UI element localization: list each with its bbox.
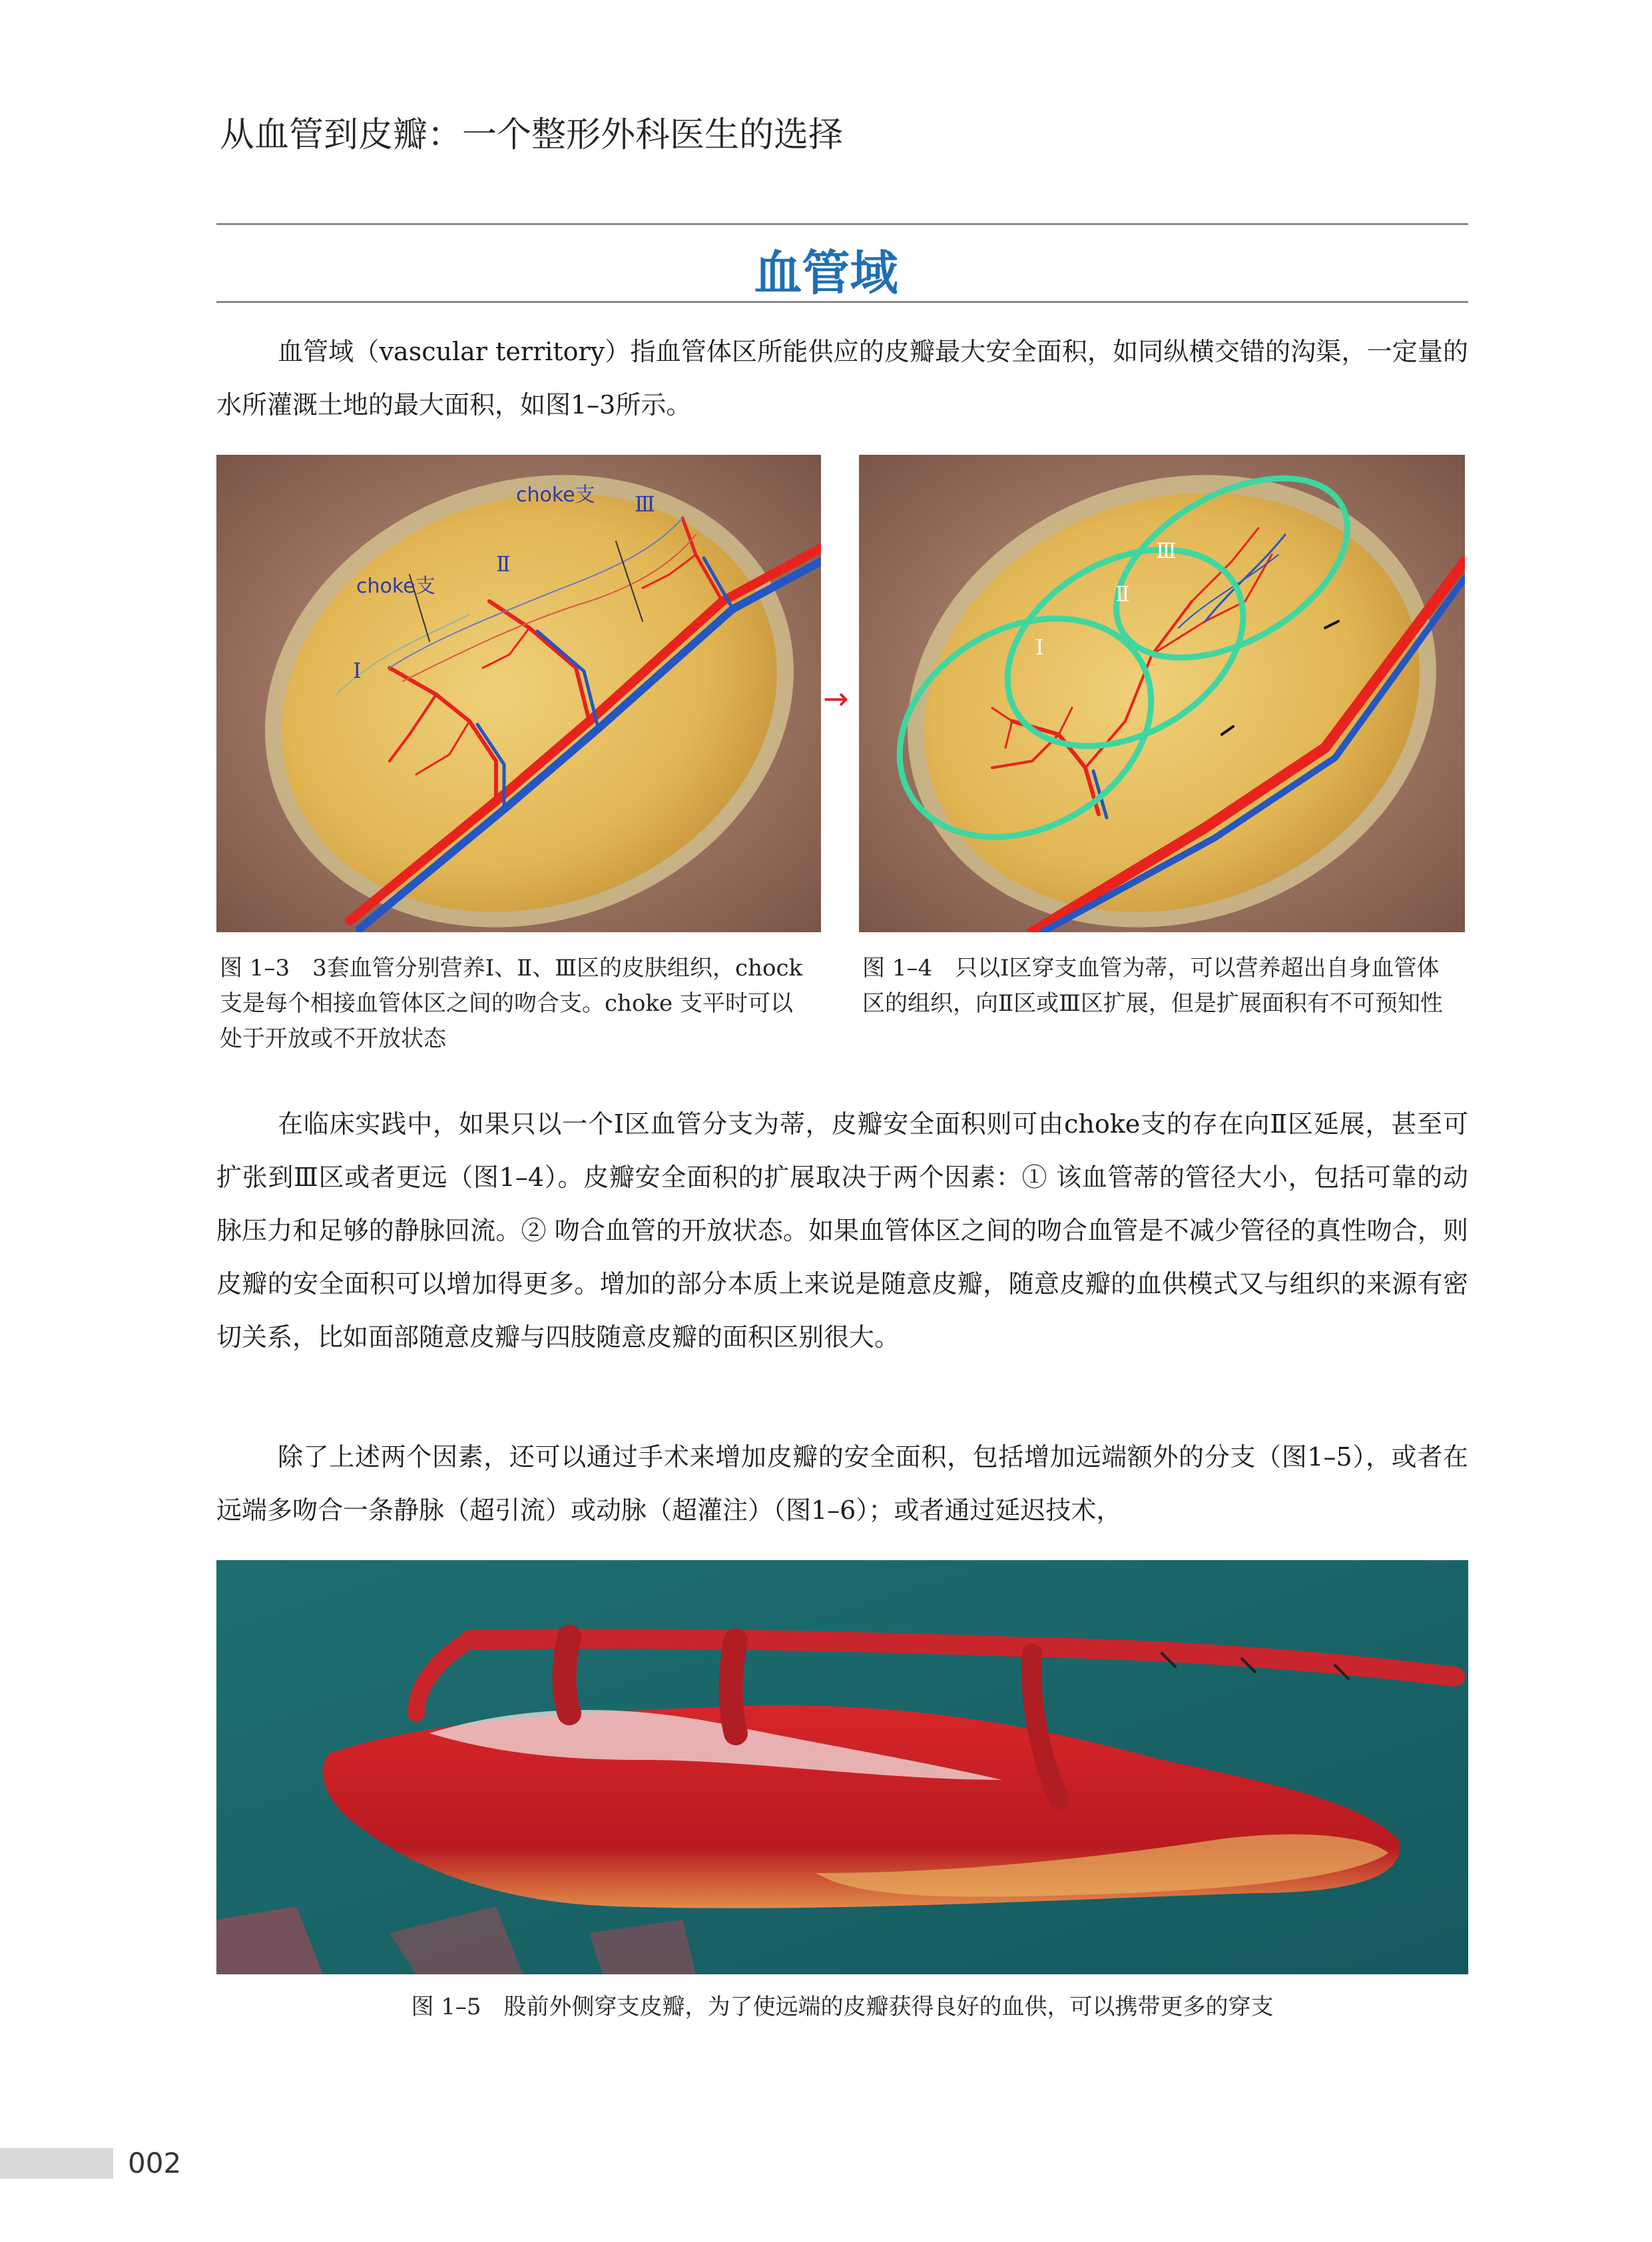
page-number-bar — [0, 2148, 113, 2179]
label-zone-3: Ⅲ — [635, 491, 655, 517]
running-head: 从血管到皮瓣：一个整形外科医生的选择 — [220, 115, 844, 155]
caption-text: 只以Ⅰ区穿支血管为蒂，可以营养超出自身血管体区的组织，向Ⅱ区或Ⅲ区扩展，但是扩展面积有不可预知性 — [862, 955, 1443, 1017]
caption-fig-1-4 — [862, 951, 1462, 1021]
header-rule-top — [216, 223, 1468, 225]
label-zone-2: Ⅱ — [1115, 581, 1130, 607]
figure-arrow: → — [823, 681, 849, 716]
label-zone-1: Ⅰ — [1035, 635, 1044, 660]
caption-number: 图 1–5 — [411, 1994, 481, 2020]
label-zone-1: Ⅰ — [353, 658, 362, 683]
caption-text: 3套血管分别营养Ⅰ、Ⅱ、Ⅲ区的皮肤组织，chock 支是每个相接血管体区之间的吻合支。choke 支平时可以处于开放或不开放状态 — [220, 955, 803, 1052]
figure-1-5 — [216, 1560, 1468, 1974]
figure-1-3 — [216, 455, 821, 932]
caption-number: 图 1–3 — [220, 955, 290, 981]
label-choke-top: choke支 — [516, 483, 595, 507]
label-zone-3: Ⅲ — [1156, 538, 1177, 563]
section-title: 血管域 — [754, 245, 898, 301]
page-number: 002 — [128, 2147, 182, 2179]
label-choke-left: choke支 — [356, 575, 435, 598]
paragraph-surgery: 除了上述两个因素，还可以通过手术来增加皮瓣的安全面积，包括增加远端额外的分支（图1–5），或者在远端多吻合一条静脉（超引流）或动脉（超灌注）（图1–6）；或者通过延迟技术， — [216, 1442, 1468, 1525]
caption-number: 图 1–4 — [862, 955, 933, 981]
caption-text: 股前外侧穿支皮瓣，为了使远端的皮瓣获得良好的血供，可以携带更多的穿支 — [503, 1994, 1274, 2020]
paragraph-intro: 血管域（vascular territory）指血管体区所能供应的皮瓣最大安全面积，如同纵横交错的沟渠，一定量的水所灌溉土地的最大面积，如图1–3所示。 — [216, 337, 1468, 420]
label-zone-2: Ⅱ — [496, 551, 511, 577]
caption-fig-1-5 — [216, 1990, 1468, 2025]
paragraph-clinical: 在临床实践中，如果只以一个Ⅰ区血管分支为蒂，皮瓣安全面积则可由choke支的存在向Ⅱ区延展，甚至可扩张到Ⅲ区或者更远（图1–4）。皮瓣安全面积的扩展取决于两个因素：① 该血管蒂的管径大小，包括可靠的动脉压力和足够的静脉回流。② 吻合血管的开放状态。如果血管体区之间的吻合血管是不减少管径的真性吻合，则皮瓣的安全面积可以增加得更多。增加的部分本质上来说是随意皮瓣，随意皮瓣的血供模式又与组织的来源有密切关系，比如面部随意皮瓣与四肢随意皮瓣的面积区别很大。 — [216, 1109, 1468, 1352]
caption-fig-1-3 — [220, 951, 806, 1057]
header-rule-bottom — [216, 301, 1468, 303]
figure-1-4 — [859, 455, 1465, 932]
